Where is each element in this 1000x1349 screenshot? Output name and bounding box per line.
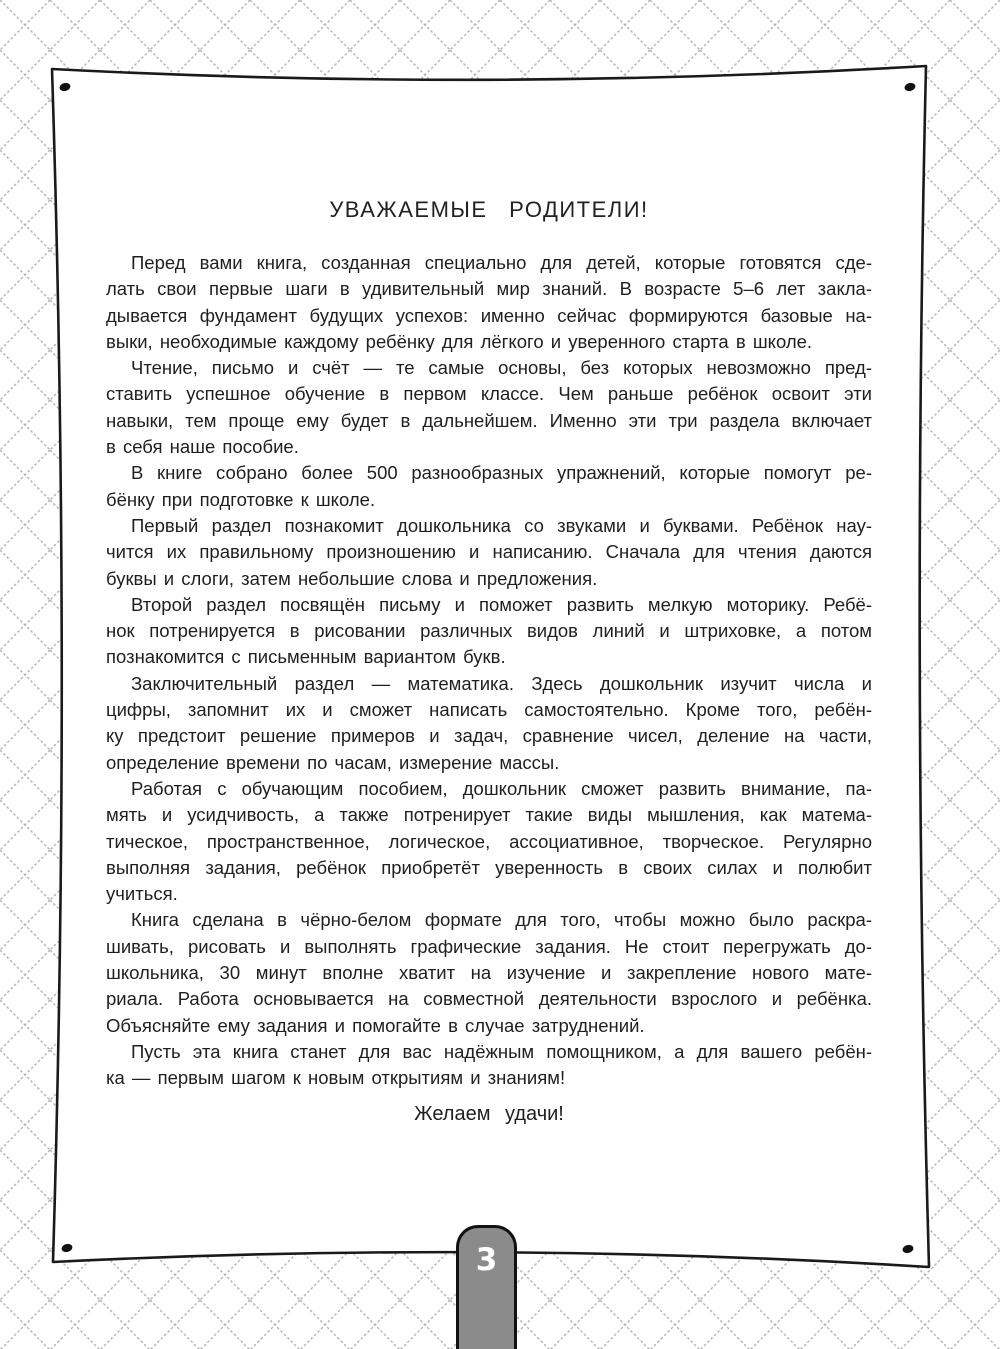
- text-line: тическое, пространственное, логическое, ассоциативное, творческое. Регулярно: [106, 830, 872, 852]
- text-line: Перед вами книга, созданная специально для детей, которые готовятся сде-: [131, 252, 872, 273]
- text-line: ку предстоит решение примеров и задач, сравнение чисел, деление на части,: [106, 725, 872, 747]
- text-line: буквы и слоги, затем небольшие слова и предложения.: [106, 567, 598, 589]
- text-line: Второй раздел посвящён письму и поможет развить мелкую моторику. Ребё-: [131, 593, 872, 615]
- paragraphs: [106, 250, 872, 1092]
- text-line: цифры, запомнит их и сможет написать самостоятельно. Кроме того, ребён-: [106, 699, 872, 721]
- text-line: бёнку при подготовке к школе.: [106, 488, 376, 510]
- text-line: ка — первым шагом к новым открытиям и знаниям!: [106, 1067, 566, 1089]
- page-title: УВАЖАЕМЫЕ РОДИТЕЛИ!: [329, 197, 649, 222]
- body-paragraph: [106, 592, 872, 671]
- body-paragraph: [106, 671, 872, 776]
- text-line: Заключительный раздел — математика. Здесь дошкольник изучит числа и: [131, 672, 872, 694]
- body-paragraph: [106, 355, 872, 460]
- body-paragraph: [106, 1039, 872, 1092]
- text-line: учиться.: [106, 883, 178, 905]
- text-line: шивать, рисовать и выполнять графические задания. Не стоит перегружать до-: [106, 935, 872, 957]
- text-line: школьника, 30 минут вполне хватит на изучение и закрепление нового мате-: [106, 962, 872, 984]
- page-content: [106, 196, 872, 1127]
- text-line: ставить успешное обучение в первом классе. Чем раньше ребёнок освоит эти: [106, 383, 872, 405]
- text-line: дывается фундамент будущих успехов: именно сейчас формируются базовые на-: [106, 304, 872, 326]
- body-paragraph: [106, 513, 872, 592]
- body-paragraph: [106, 250, 872, 355]
- text-line: познакомится с письменным вариантом букв.: [106, 646, 506, 668]
- text-line: определение времени по часам, измерение массы.: [106, 751, 560, 773]
- text-line: Работая с обучающим пособием, дошкольник сможет развить внимание, па-: [131, 777, 872, 799]
- text-line: выполняя задания, ребёнок приобретёт уверенность в своих силах и полюбит: [106, 856, 872, 878]
- body-paragraph: [106, 460, 872, 513]
- body-paragraph: [106, 907, 872, 1038]
- text-line: в себя наше пособие.: [106, 436, 299, 458]
- closing-text: Желаем удачи!: [414, 1102, 564, 1125]
- body-paragraph: [106, 776, 872, 907]
- text-line: Книга сделана в чёрно-белом формате для того, чтобы можно было раскра-: [131, 909, 872, 931]
- text-line: Объясняйте ему задания и помогайте в случае затруднений.: [106, 1014, 645, 1036]
- page-number: 3: [475, 1242, 498, 1278]
- text-line: В книге собрано более 500 разнообразных упражнений, которые помогут ре-: [131, 462, 872, 484]
- text-line: лать свои первые шаги в удивительный мир знаний. В возрасте 5–6 лет закла-: [106, 278, 872, 300]
- text-line: выки, необходимые каждому ребёнку для лёгкого и уверенного старта в школе.: [106, 330, 813, 352]
- text-line: Пусть эта книга станет для вас надёжным помощником, а для вашего ребён-: [131, 1040, 872, 1062]
- text-line: Чтение, письмо и счёт — те самые основы, без которых невозможно пред-: [131, 357, 872, 379]
- text-line: навыки, тем проще ему будет в дальнейшем. Именно эти три раздела включает: [106, 409, 872, 431]
- page-number-tab: [456, 1225, 517, 1349]
- text-line: Первый раздел познакомит дошкольника со звуками и буквами. Ребёнок нау-: [131, 514, 872, 536]
- text-line: риала. Работа основывается на совместной деятельности взрослого и ребёнка.: [106, 988, 872, 1010]
- text-line: нок потренируется в рисовании различных видов линий и штриховке, а потом: [106, 620, 872, 642]
- text-line: чится их правильному произношению и написанию. Сначала для чтения даются: [106, 541, 872, 563]
- text-line: мять и усидчивость, а также потренирует такие виды мышления, как матема-: [106, 804, 872, 826]
